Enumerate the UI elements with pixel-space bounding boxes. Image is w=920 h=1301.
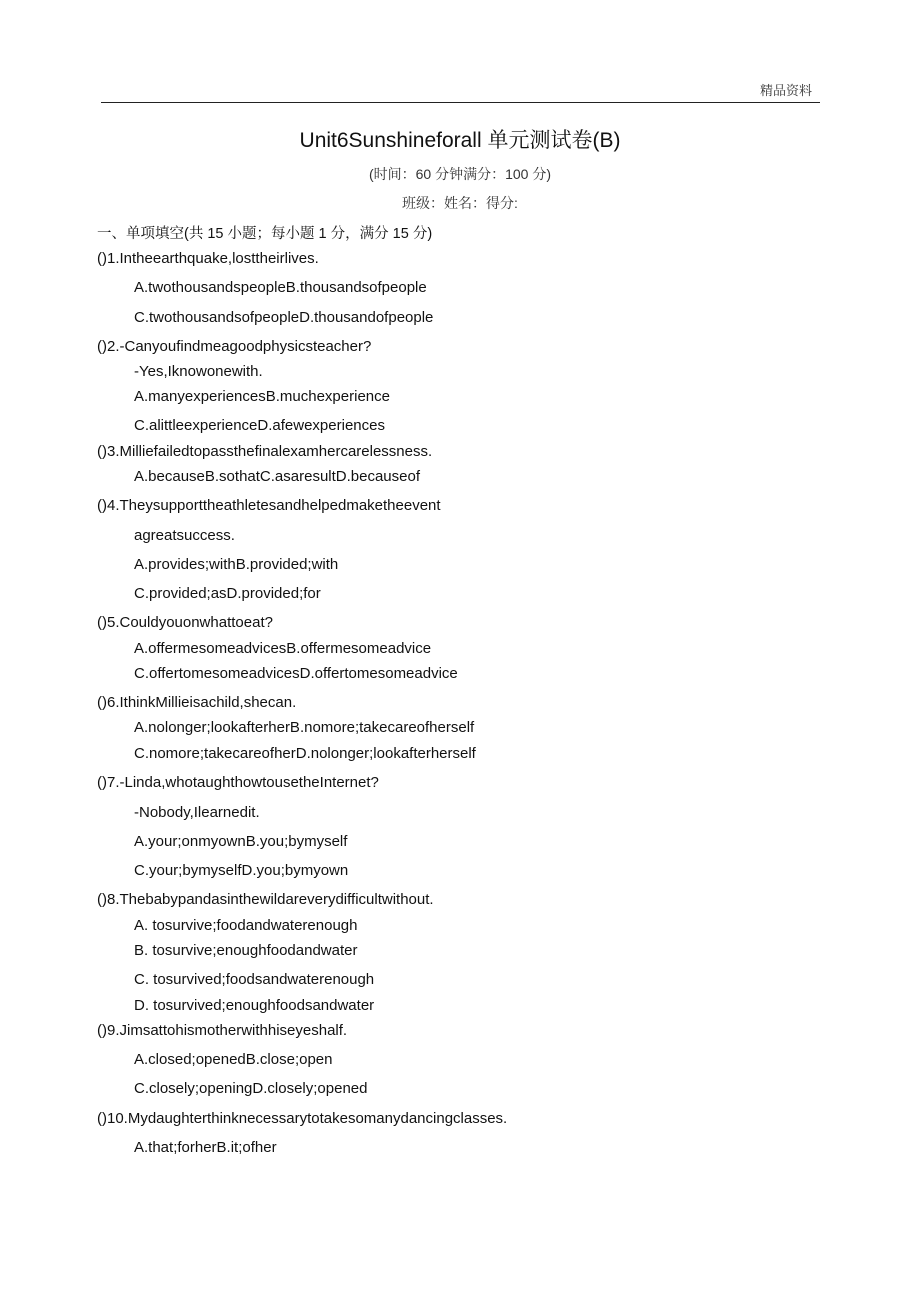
question-stem: ()8.Thebabypandasinthewildareverydifficultwithout.: [97, 891, 434, 908]
answer-option: A.nolonger;lookafterherB.nomore;takecareofherself: [134, 719, 475, 736]
answer-option: A.your;onmyownB.you;bymyself: [134, 833, 348, 850]
question-stem: ()9.Jimsattohismotherwithhiseyeshalf.: [97, 1022, 348, 1039]
question-stem: ()5.Couldyouonwhattoeat?: [97, 614, 273, 631]
answer-option: C.your;bymyselfD.you;bymyown: [134, 862, 349, 879]
answer-option: B. tosurvive;enoughfoodandwater: [134, 942, 358, 959]
student-fields: 班级：姓名：得分:: [402, 195, 518, 211]
exam-meta: (时间：60 分钟满分：100 分): [368, 166, 552, 182]
answer-option: -Nobody,Ilearnedit.: [134, 804, 260, 821]
answer-option: A.closed;openedB.close;open: [134, 1051, 333, 1068]
header-label: 精品资料: [759, 84, 812, 99]
question-stem: ()10.Mydaughterthinknecessarytotakesomanydancingclasses.: [97, 1110, 508, 1127]
section-heading: 一、单项填空(共 15 小题；每小题 1 分，满分 15 分): [97, 226, 433, 242]
question-stem: ()4.Theysupporttheathletesandhelpedmaketheevent: [97, 497, 441, 514]
answer-option: C.provided;asD.provided;for: [134, 585, 321, 602]
question-stem: ()2.-Canyoufindmeagoodphysicsteacher?: [97, 338, 372, 355]
header-rule: [101, 102, 820, 103]
answer-option: -Yes,Iknowonewith.: [134, 363, 263, 380]
answer-option: A. tosurvive;foodandwaterenough: [134, 917, 358, 934]
answer-option: A.provides;withB.provided;with: [134, 556, 339, 573]
answer-option: C.closely;openingD.closely;opened: [134, 1080, 368, 1097]
answer-option: C.nomore;takecareofherD.nolonger;lookafterherself: [134, 745, 476, 762]
question-stem: ()7.-Linda,whotaughthowtousetheInternet?: [97, 774, 379, 791]
answer-option: A.manyexperiencesB.muchexperience: [134, 388, 390, 405]
answer-option: D. tosurvived;enoughfoodsandwater: [134, 997, 375, 1014]
question-stem: ()1.Intheearthquake,losttheirlives.: [97, 250, 319, 267]
answer-option: A.that;forherB.it;ofher: [134, 1139, 277, 1156]
answer-option: C.twothousandsofpeopleD.thousandofpeople: [134, 309, 434, 326]
answer-option: A.offermesomeadvicesB.offermesomeadvice: [134, 640, 432, 657]
question-stem: ()6.IthinkMillieisachild,shecan.: [97, 694, 297, 711]
answer-option: C. tosurvived;foodsandwaterenough: [134, 971, 375, 988]
question-stem-continuation: agreatsuccess.: [134, 527, 235, 544]
page-title: Unit6Sunshineforall 单元测试卷(B): [299, 129, 621, 152]
answer-option: C.alittleexperienceD.afewexperiences: [134, 417, 385, 434]
question-stem: ()3.Milliefailedtopassthefinalexamhercarelessness.: [97, 443, 433, 460]
answer-option: A.twothousandspeopleB.thousandsofpeople: [134, 279, 427, 296]
answer-option: A.becauseB.sothatC.asaresultD.becauseof: [134, 468, 421, 485]
answer-option: C.offertomesomeadvicesD.offertomesomeadvice: [134, 665, 458, 682]
